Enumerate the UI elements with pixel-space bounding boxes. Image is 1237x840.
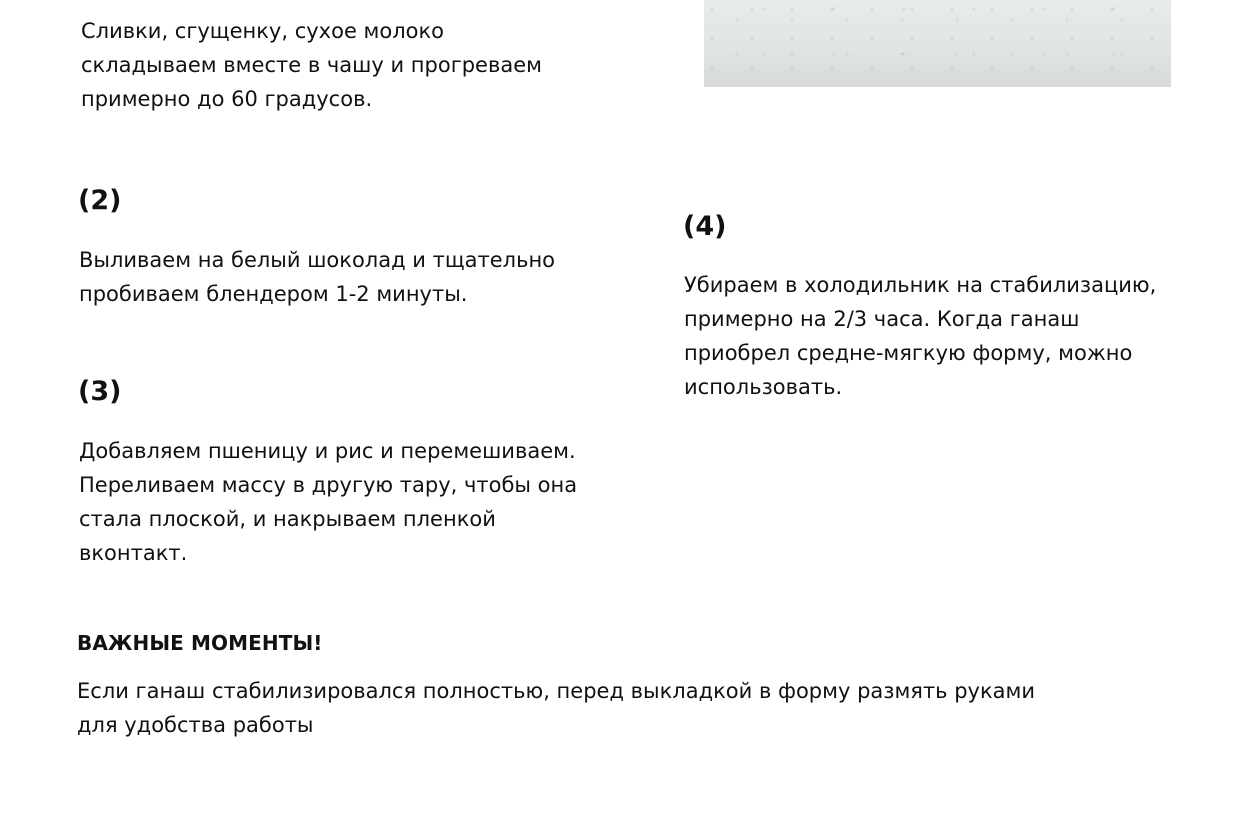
step-4-line: Убираем в холодильник на стабилизацию, <box>684 273 1157 297</box>
step-4-text <box>684 268 1156 404</box>
step-4-line: приобрел средне-мягкую форму, можно <box>684 341 1133 365</box>
step-1-text <box>81 14 542 116</box>
step-3-line: Переливаем массу в другую тару, чтобы она <box>79 473 578 497</box>
step-2-line: Выливаем на белый шоколад и тщательно <box>79 248 556 272</box>
step-4-line: примерно на 2/3 часа. Когда ганаш <box>684 307 1080 331</box>
step-4-line: использовать. <box>684 375 843 399</box>
recipe-photo <box>704 0 1171 87</box>
notes-title: ВАЖНЫЕ МОМЕНТЫ! <box>77 631 323 655</box>
step-1-line: Сливки, сгущенку, сухое молоко <box>81 19 445 43</box>
step-1-line: складываем вместе в чашу и прогреваем <box>81 53 542 77</box>
step-3-line: вконтакт. <box>79 541 188 565</box>
step-2-number: (2) <box>78 185 122 216</box>
step-3-line: стала плоской, и накрываем пленкой <box>79 507 496 531</box>
step-4-number: (4) <box>683 211 727 242</box>
step-3-line: Добавляем пшеницу и рис и перемешиваем. <box>79 439 576 463</box>
step-2-text <box>79 243 555 311</box>
notes-line: для удобства работы <box>77 713 314 737</box>
step-1-line: примерно до 60 градусов. <box>81 87 373 111</box>
step-3-text <box>79 434 577 570</box>
notes-text <box>77 674 1035 742</box>
step-2-line: пробиваем блендером 1-2 минуты. <box>79 282 468 306</box>
step-3-number: (3) <box>78 376 122 407</box>
notes-line: Если ганаш стабилизировался полностью, перед выкладкой в форму размять руками <box>77 679 1036 703</box>
